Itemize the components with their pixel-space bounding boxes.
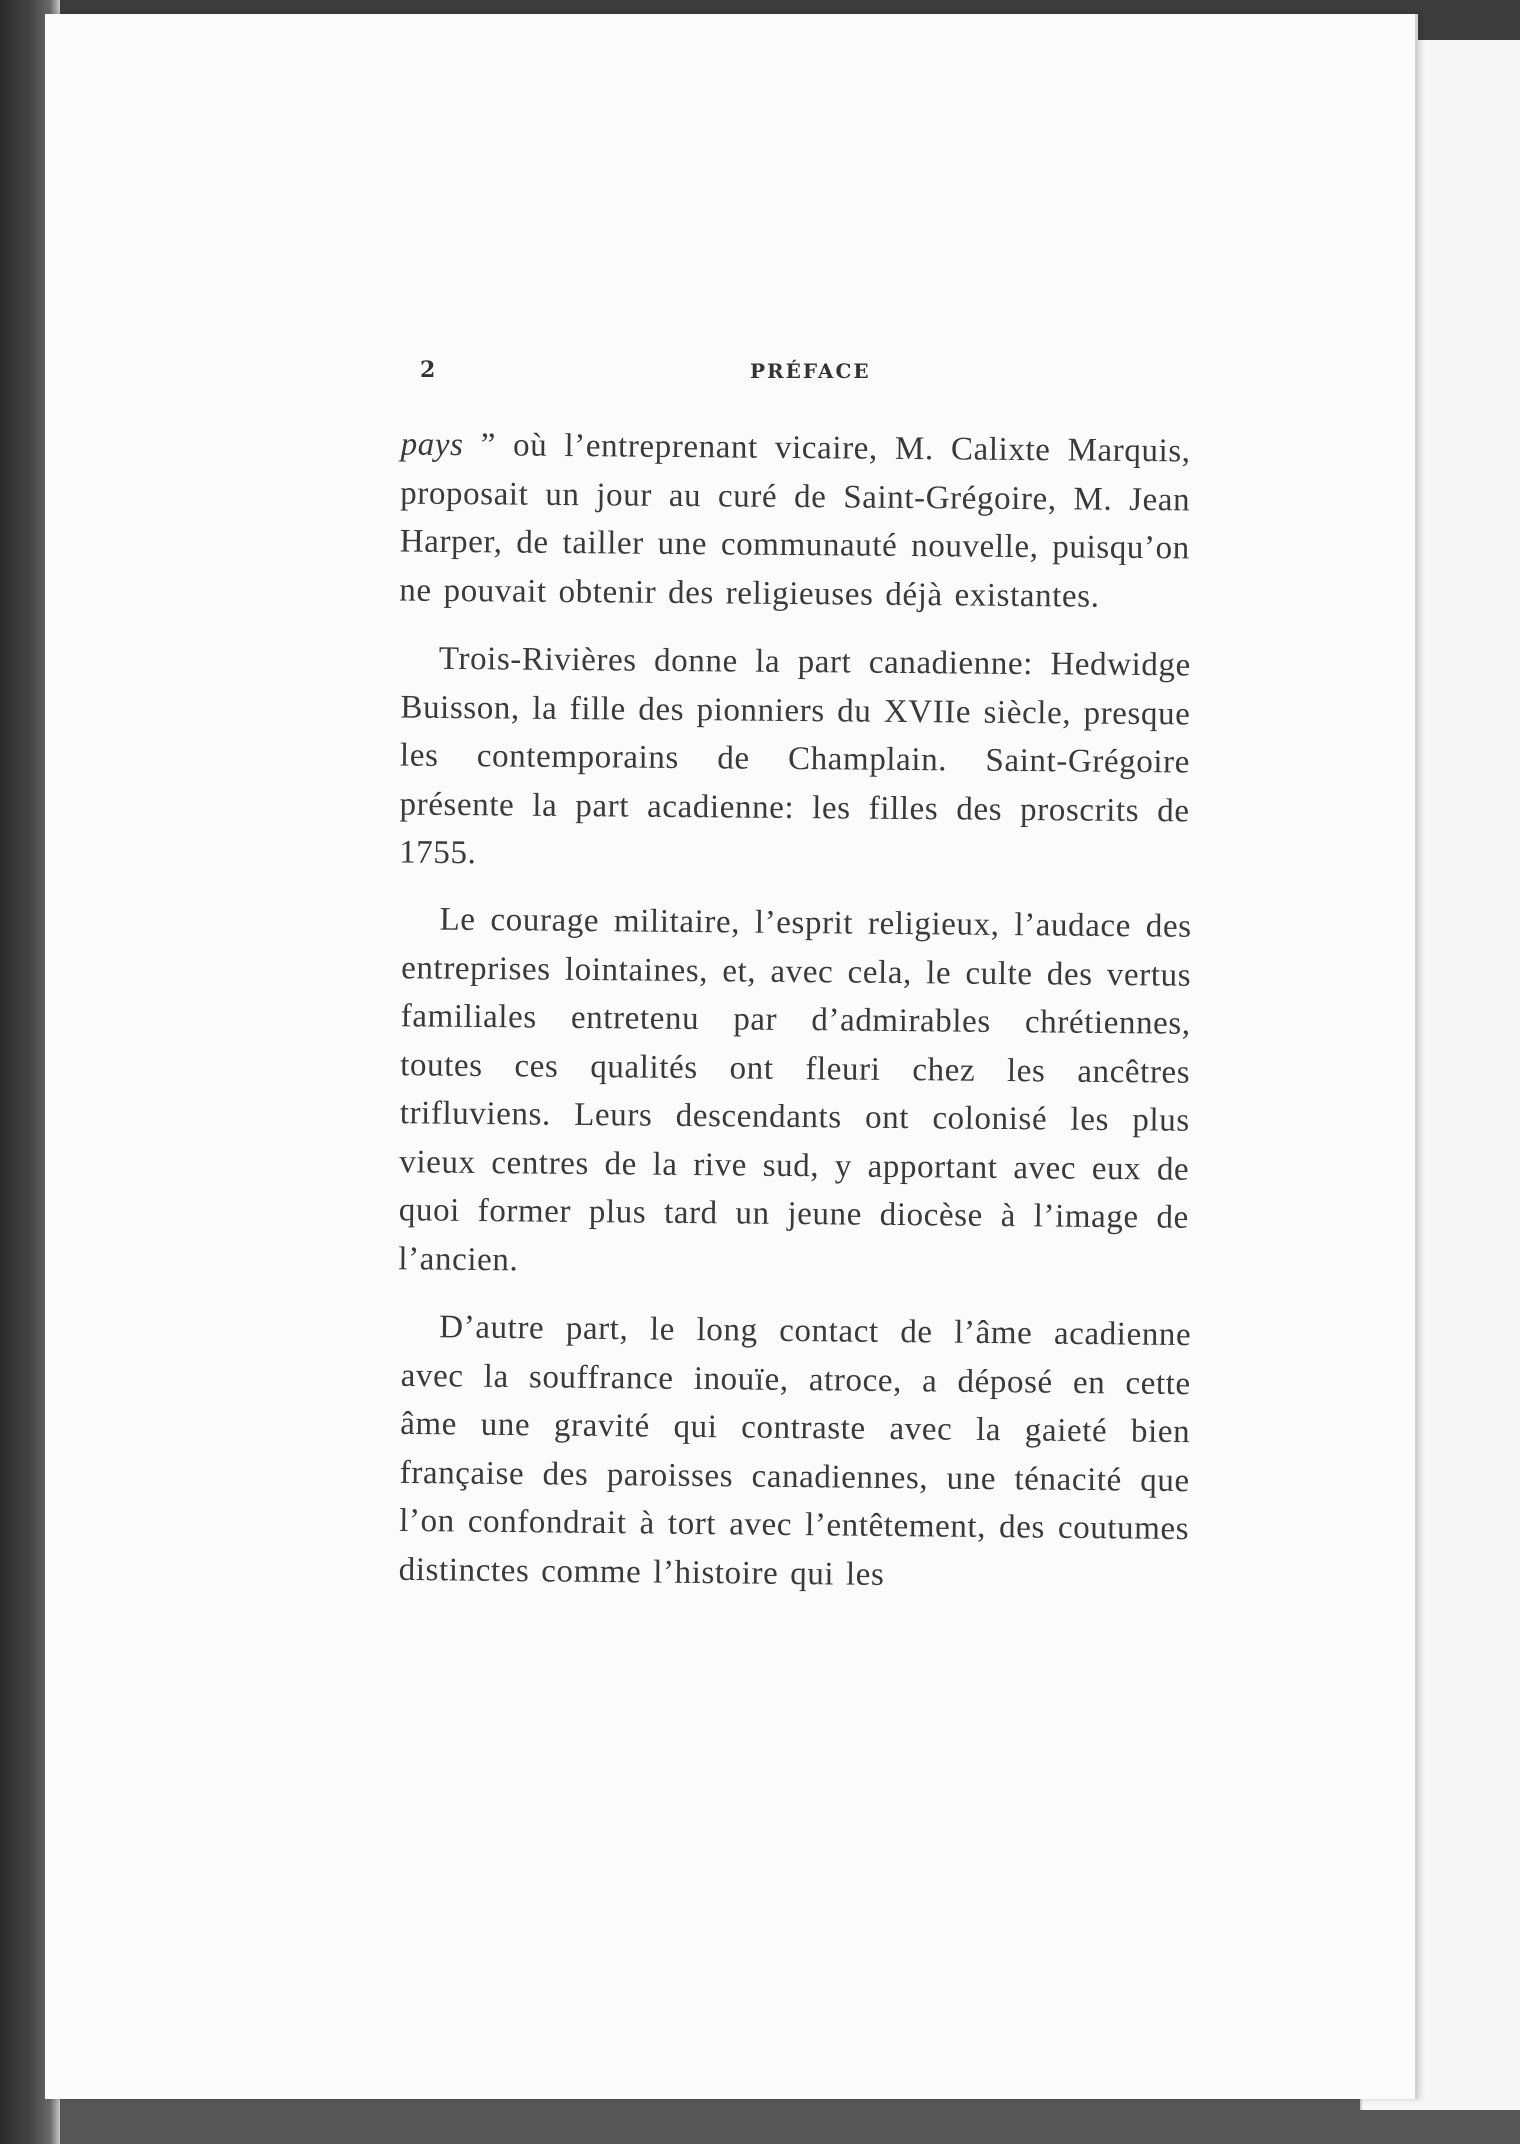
italic-word: pays: [400, 426, 464, 464]
paragraph-text: ” où l’entreprenant vicaire, M. Calixte Marquis, proposait un jour au curé de Saint-Grégoire, M. Jean Harper, de tailler une communauté nouvelle, puisqu’on ne pouvait obtenir des religieuses déjà existantes.: [399, 427, 1191, 615]
book-page: [45, 14, 1418, 2099]
paragraph: Trois-Rivières donne la part canadienne: Hedwidge Buisson, la fille des pionniers du XVIIe siècle, presque les contemporains de Champlain. Saint-Grégoire présente la part acadienne: les filles des proscrits de 1755.: [399, 640, 1191, 872]
running-head: [420, 357, 1190, 397]
paragraph: D’autre part, le long contact de l’âme acadienne avec la souffrance inouïe, atroce, a déposé en cette âme une gravité qui contraste avec la gaieté bien française des paroisses canadiennes, une ténacité que l’on confondrait à tort avec l’entêtement, des coutumes distinctes comme l’histoire qui les: [398, 1308, 1192, 1592]
paragraph: [399, 421, 1191, 622]
running-title: PRÉFACE: [750, 359, 871, 383]
page-number: 2: [420, 357, 436, 383]
body-text: [400, 424, 1190, 1610]
paragraph: Le courage militaire, l’esprit religieux, l’audace des entreprises lointaines, et, avec cela, le culte des vertus familiales entretenu par d’admirables chrétiennes, toutes ces qualités ont fleuri chez les ancêtres trifluviens. Leurs descendants ont colonisé les plus vieux centres de la rive sud, y apportant avec eux de quoi former plus tard un jeune diocèse à l’image de l’ancien.: [398, 901, 1192, 1278]
